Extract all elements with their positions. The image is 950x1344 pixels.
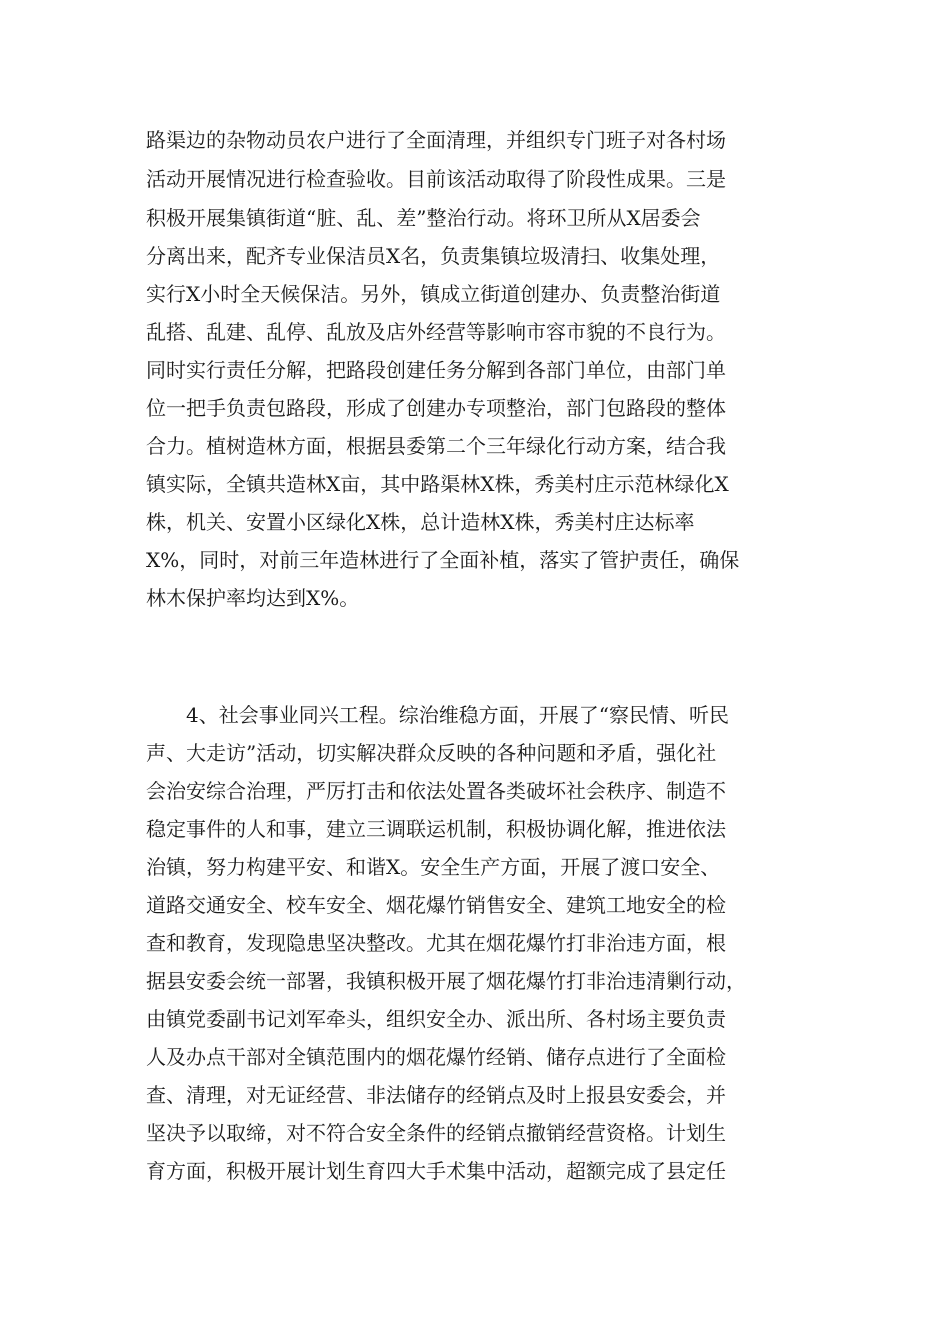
paragraph-1-line-4: 分离出来，配齐专业保洁员X名，负责集镇垃圾清扫、收集处理， <box>146 244 721 268</box>
paragraph-1-line-6: 乱搭、乱建、乱停、乱放及店外经营等影响市容市貌的不良行为。 <box>146 320 726 344</box>
paragraph-2-line-11: 查、清理，对无证经营、非法储存的经销点及时上报县安委会，并 <box>146 1083 726 1107</box>
paragraph-2-line-9: 由镇党委副书记刘军牵头，组织安全办、派出所、各村场主要负责 <box>146 1007 726 1031</box>
paragraph-2-line-7: 查和教育，发现隐患坚决整改。尤其在烟花爆竹打非治违方面，根 <box>146 931 726 955</box>
paragraph-2-line-12: 坚决予以取缔，对不符合安全条件的经销点撤销经营资格。计划生 <box>146 1121 726 1145</box>
paragraph-2-line-2: 声、大走访”活动，切实解决群众反映的各种问题和矛盾，强化社 <box>146 741 717 765</box>
paragraph-2-line-1: 4、社会事业同兴工程。综治维稳方面，开展了“察民情、听民 <box>146 703 729 727</box>
paragraph-1-line-10: 镇实际，全镇共造林X亩，其中路渠林X株，秀美村庄示范林绿化X <box>146 472 729 496</box>
paragraph-2-line-8: 据县安委会统一部署，我镇积极开展了烟花爆竹打非治违清剿行动， <box>146 969 746 993</box>
paragraph-2-line-6: 道路交通安全、校车安全、烟花爆竹销售安全、建筑工地安全的检 <box>146 893 726 917</box>
paragraph-1-line-13: 林木保护率均达到X%。 <box>146 586 360 610</box>
paragraph-2-line-3: 会治安综合治理，严厉打击和依法处置各类破坏社会秩序、制造不 <box>146 779 726 803</box>
paragraph-1-line-3: 积极开展集镇街道“脏、乱、差”整治行动。将环卫所从X居委会 <box>146 206 701 230</box>
paragraph-2-line-5: 治镇，努力构建平安、和谐X。安全生产方面，开展了渡口安全、 <box>146 855 721 879</box>
paragraph-1-line-9: 合力。植树造林方面，根据县委第二个三年绿化行动方案，结合我 <box>146 434 726 458</box>
paragraph-1-line-7: 同时实行责任分解，把路段创建任务分解到各部门单位，由部门单 <box>146 358 726 382</box>
paragraph-1-line-11: 株，机关、安置小区绿化X株，总计造林X株，秀美村庄达标率 <box>146 510 695 534</box>
paragraph-2-line-10: 人及办点干部对全镇范围内的烟花爆竹经销、储存点进行了全面检 <box>146 1045 726 1069</box>
paragraph-1-line-5: 实行X小时全天候保洁。另外，镇成立街道创建办、负责整治街道 <box>146 282 721 306</box>
paragraph-2-line-4: 稳定事件的人和事，建立三调联运机制，积极协调化解，推进依法 <box>146 817 726 841</box>
paragraph-1-line-2: 活动开展情况进行检查验收。目前该活动取得了阶段性成果。三是 <box>146 167 726 191</box>
paragraph-1-line-8: 位一把手负责包路段，形成了创建办专项整治，部门包路段的整体 <box>146 396 726 420</box>
paragraph-1-line-12: X%，同时，对前三年造林进行了全面补植，落实了管护责任，确保 <box>146 548 740 572</box>
paragraph-1-line-1: 路渠边的杂物动员农户进行了全面清理，并组织专门班子对各村场 <box>146 128 726 152</box>
paragraph-2-line-13: 育方面，积极开展计划生育四大手术集中活动，超额完成了县定任 <box>146 1159 726 1183</box>
